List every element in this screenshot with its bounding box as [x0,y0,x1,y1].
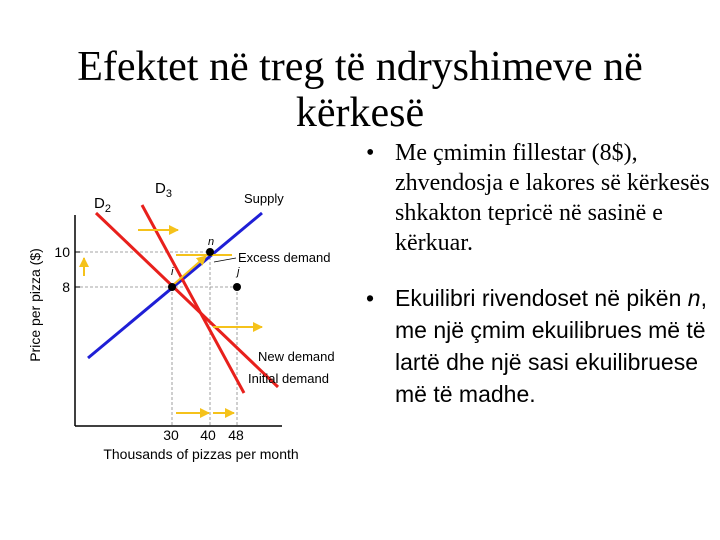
bullet-point-n: n [687,285,701,311]
title-line-1: Efektet në treg të ndryshimeve në [77,44,643,90]
point-j [233,283,241,291]
bullet-dot: • [366,140,375,166]
bullet-text: Me çmimin fillestar (8$), zhvendosja e lakores së kërkesës shkakton tepricë në sasinë e kërkuar. [395,140,710,256]
slide-title [0,44,720,136]
bullet-list [360,138,710,410]
demand-shift-diagram [20,170,350,470]
bullet-dot: • [366,285,375,311]
point-n [206,248,214,256]
supply-label: Supply [244,191,284,206]
d3-label: $D_3$ [155,180,172,200]
y-axis-label: Price per pizza ($) [27,248,43,362]
x-tick-40: 40 [200,427,216,443]
bullet-initial-price [360,138,710,258]
point-i [168,283,176,291]
point-n-label: n [208,236,215,248]
bullet-equilibrium [360,282,710,410]
shift-arrows [84,230,262,413]
d2-label: $D_2$ [94,195,111,215]
bullet-text-after: , me një çmim ekuilibrues më të lartë dhe një sasi ekuilibruese më të madhe. [395,285,707,407]
point-j-label: j [237,266,240,278]
y-tick-8: 8 [62,279,70,295]
initial-demand-curve [96,213,278,387]
new-demand-label: New demand [258,349,335,364]
title-line-2: kërkesë [295,90,425,136]
y-tick-10: 10 [54,244,70,260]
point-i-label: i [171,266,174,278]
x-axis-label: Thousands of pizzas per month [103,446,299,462]
bullet-text-before: Ekuilibri rivendoset në pikën [395,285,688,311]
excess-demand-label: Excess demand [238,250,331,265]
excess-demand-pointer [214,258,236,262]
initial-demand-label: Initial demand [248,371,329,386]
x-tick-48: 48 [228,427,244,443]
x-tick-30: 30 [163,427,179,443]
